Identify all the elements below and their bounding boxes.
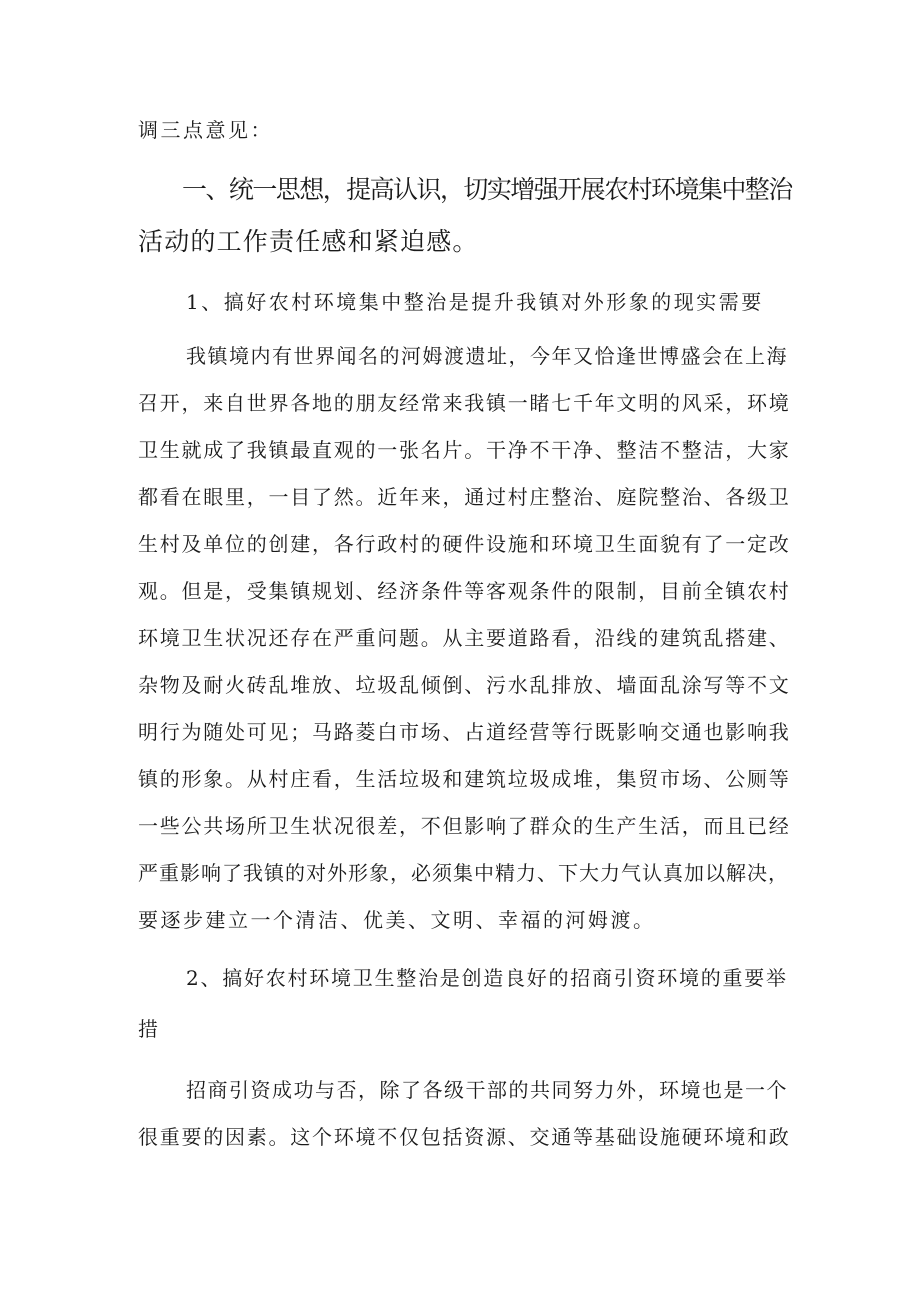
- paragraph-2-line: 很重要的因素。这个环境不仅包括资源、交通等基础设施硬环境和政: [138, 1125, 791, 1149]
- paragraph-1-line: 观。但是，受集镇规划、经济条件等客观条件的限制，目前全镇农村: [138, 579, 791, 603]
- paragraph-1-line: 严重影响了我镇的对外形象，必须集中精力、下大力气认真加以解决，: [138, 861, 789, 885]
- paragraph-1-line: 环境卫生状况还存在严重问题。从主要道路看，沿线的建筑乱搭建、: [138, 626, 791, 650]
- subheading-1: 1、搞好农村环境集中整治是提升我镇对外形象的现实需要: [186, 290, 764, 314]
- section-heading-line-2: 活动的工作责任感和紧迫感。: [138, 227, 479, 256]
- paragraph-1-line: 卫生就成了我镇最直观的一张名片。干净不干净、整洁不整洁，大家: [138, 438, 791, 462]
- paragraph-1-line: 我镇境内有世界闻名的河姆渡遗址，今年又恰逢世博盛会在上海: [186, 344, 788, 368]
- subheading-2-line-1: 2、搞好农村环境卫生整治是创造良好的招商引资环境的重要举: [186, 966, 788, 990]
- paragraph-1-line: 召开，来自世界各地的朋友经常来我镇一睹七千年文明的风采，环境: [138, 391, 791, 415]
- paragraph-1-line: 明行为随处可见；马路菱白市场、占道经营等行既影响交通也影响我: [138, 720, 791, 744]
- paragraph-1-line: 一些公共场所卫生状况很差，不但影响了群众的生产生活，而且已经: [138, 814, 791, 838]
- paragraph-1-line: 要逐步建立一个清洁、优美、文明、幸福的河姆渡。: [138, 908, 656, 932]
- paragraph-1-line: 都看在眼里，一目了然。近年来，通过村庄整治、庭院整治、各级卫: [138, 485, 791, 509]
- paragraph-1-line: 杂物及耐火砖乱堆放、垃圾乱倾倒、污水乱排放、墙面乱涂写等不文: [138, 673, 791, 697]
- paragraph-1-line: 生村及单位的创建，各行政村的硬件设施和环境卫生面貌有了一定改: [138, 532, 791, 556]
- intro-line: 调三点意见：: [138, 118, 273, 142]
- subheading-2-line-2: 措: [138, 1017, 161, 1041]
- paragraph-1-line: 镇的形象。从村庄看，生活垃圾和建筑垃圾成堆，集贸市场、公厕等: [138, 767, 791, 791]
- section-heading-line-1: 一、统一思想，提高认识，切实增强开展农村环境集中整治: [182, 175, 792, 204]
- paragraph-2-line: 招商引资成功与否，除了各级干部的共同努力外，环境也是一个: [186, 1078, 788, 1102]
